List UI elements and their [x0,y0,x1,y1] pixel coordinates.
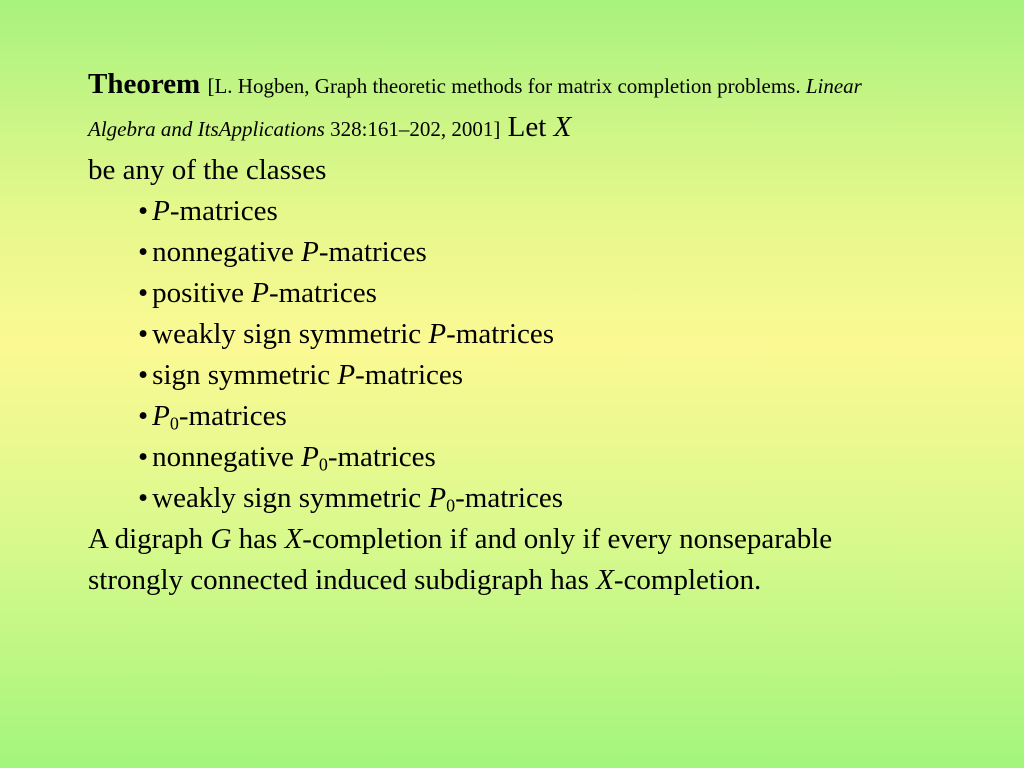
class-var: P [301,441,319,473]
let-text: Let [500,111,554,143]
variable-x: X [553,111,572,143]
class-pre: sign symmetric [152,359,338,391]
class-post: -matrices [169,195,278,227]
class-post: -matrices [178,400,287,432]
list-item [138,437,888,478]
class-var: P [428,318,447,350]
bullet-icon: • [138,195,149,227]
class-var: P [337,359,356,391]
class-pre: weakly sign symmetric [152,482,429,514]
class-post: -matrices [318,236,427,268]
bullet-icon: • [138,277,149,309]
class-var: P [152,400,170,432]
classes-list [88,191,888,519]
class-sub: 0 [446,495,456,516]
bullet-icon: • [138,441,149,473]
list-item [138,396,888,437]
class-pre: positive [152,277,252,309]
theorem-heading: Theorem [88,68,201,100]
list-item [138,314,888,355]
slide-content [88,64,888,601]
class-var: P [152,195,170,227]
bullet-icon: • [138,318,149,350]
class-pre: nonnegative [152,441,302,473]
conclusion-text: A digraph [88,523,211,555]
class-var: P [251,277,269,309]
conclusion-text: -completion if and only if every nonseparable strongly connected induced subdigraph has [88,523,833,596]
list-item [138,355,888,396]
citation-journal: Linear Algebra and ItsApplications [88,74,862,141]
bullet-icon: • [138,236,149,268]
variable-g: G [210,523,232,555]
conclusion-text: -completion. [613,564,762,596]
citation-close: 328:161–202, 2001] [324,117,501,141]
classes-intro: be any of the classes [88,154,327,186]
class-post: -matrices [455,482,564,514]
variable-x: X [596,564,614,596]
class-sub: 0 [169,413,179,434]
class-var: P [428,482,447,514]
class-pre: weakly sign symmetric [152,318,429,350]
conclusion-paragraph [88,519,888,601]
list-item [138,478,888,519]
class-var: P [301,236,319,268]
bullet-icon: • [138,482,149,514]
list-item [138,191,888,232]
bullet-icon: • [138,359,149,391]
class-post: -matrices [446,318,555,350]
list-item [138,232,888,273]
citation-open: [L. Hogben, Graph theoretic methods for matrix completion problems. [207,74,806,98]
class-pre: nonnegative [152,236,302,268]
variable-x: X [284,523,303,555]
conclusion-text: has [231,523,285,555]
bullet-icon: • [138,400,149,432]
theorem-statement [88,64,888,191]
class-post: -matrices [355,359,464,391]
class-post: -matrices [327,441,436,473]
class-sub: 0 [318,454,328,475]
list-item [138,273,888,314]
class-post: -matrices [268,277,377,309]
